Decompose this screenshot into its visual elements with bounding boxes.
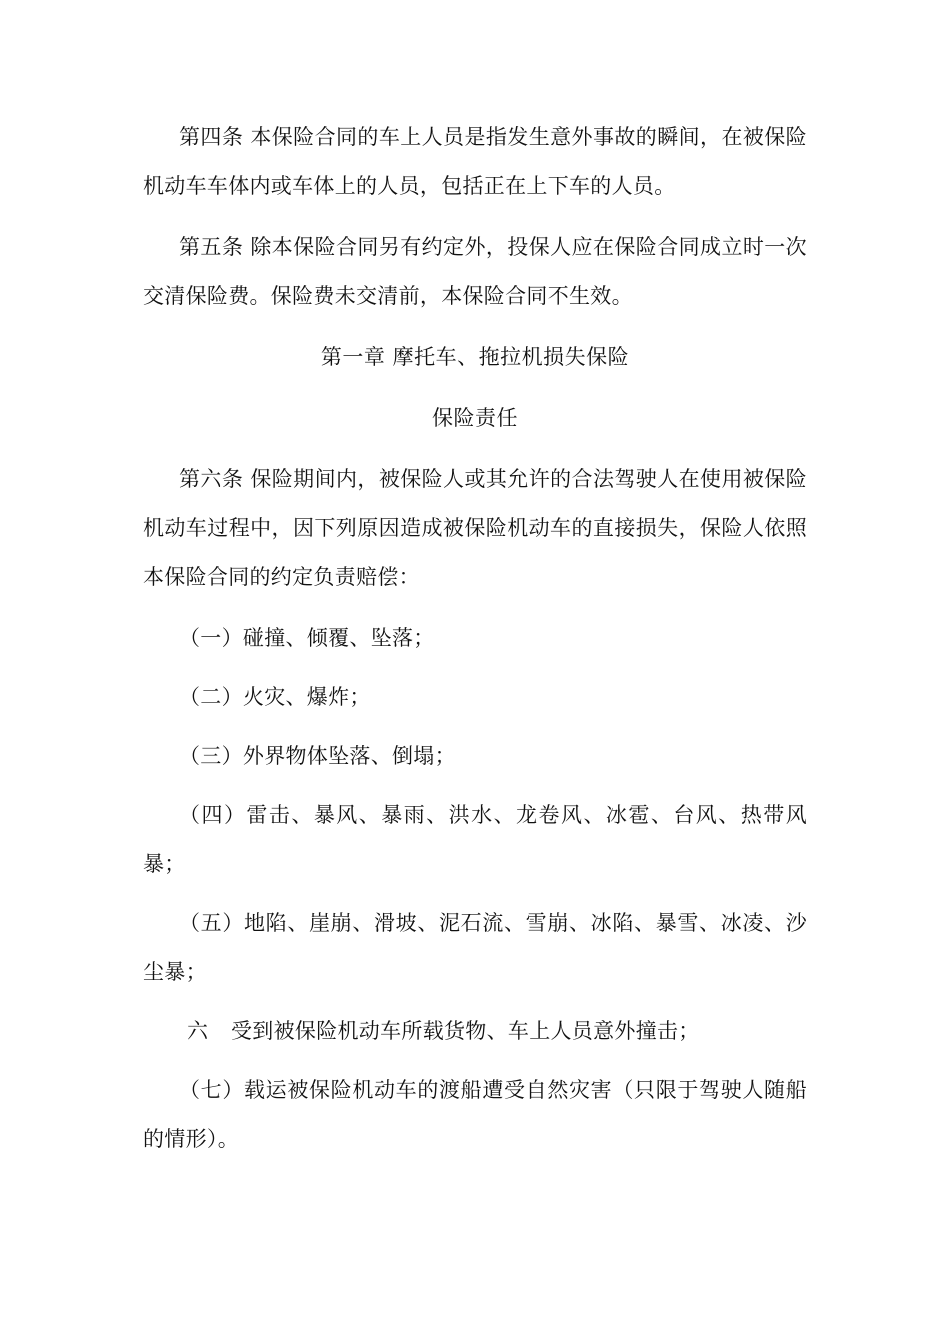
list-item-7: （七）载运被保险机动车的渡船遭受自然灾害（只限于驾驶人随船的情形）。 [143, 1078, 807, 1151]
article-5-paragraph: 第五条 除本保险合同另有约定外，投保人应在保险合同成立时一次交清保险费。保险费未交清前，本保险合同不生效。 [143, 235, 807, 308]
list-item-3: （三）外界物体坠落、倒塌； [179, 744, 456, 768]
section-title: 保险责任 [432, 406, 518, 430]
chapter-title: 第一章 摩托车、拖拉机损失保险 [320, 345, 630, 369]
list-item-1: （一）碰撞、倾覆、坠落； [179, 626, 435, 650]
document-body [143, 113, 807, 1174]
article-4-paragraph: 第四条 本保险合同的车上人员是指发生意外事故的瞬间，在被保险机动车车体内或车体上的人员，包括正在上下车的人员。 [143, 125, 807, 198]
list-item-6-text: 受到被保险机动车所载货物、车上人员意外撞击； [231, 1019, 700, 1043]
list-item-5: （五）地陷、崖崩、滑坡、泥石流、雪崩、冰陷、暴雪、冰凌、沙尘暴； [143, 911, 807, 984]
list-item-6-number: 六 [187, 1019, 209, 1043]
article-6-paragraph: 第六条 保险期间内，被保险人或其允许的合法驾驶人在使用被保险机动车过程中，因下列原因造成被保险机动车的直接损失，保险人依照本保险合同的约定负责赔偿： [143, 467, 807, 589]
list-item-2: （二）火灾、爆炸； [179, 685, 371, 709]
list-item-6 [143, 1007, 807, 1056]
list-item-4: （四）雷击、暴风、暴雨、洪水、龙卷风、冰雹、台风、热带风暴； [143, 803, 807, 876]
